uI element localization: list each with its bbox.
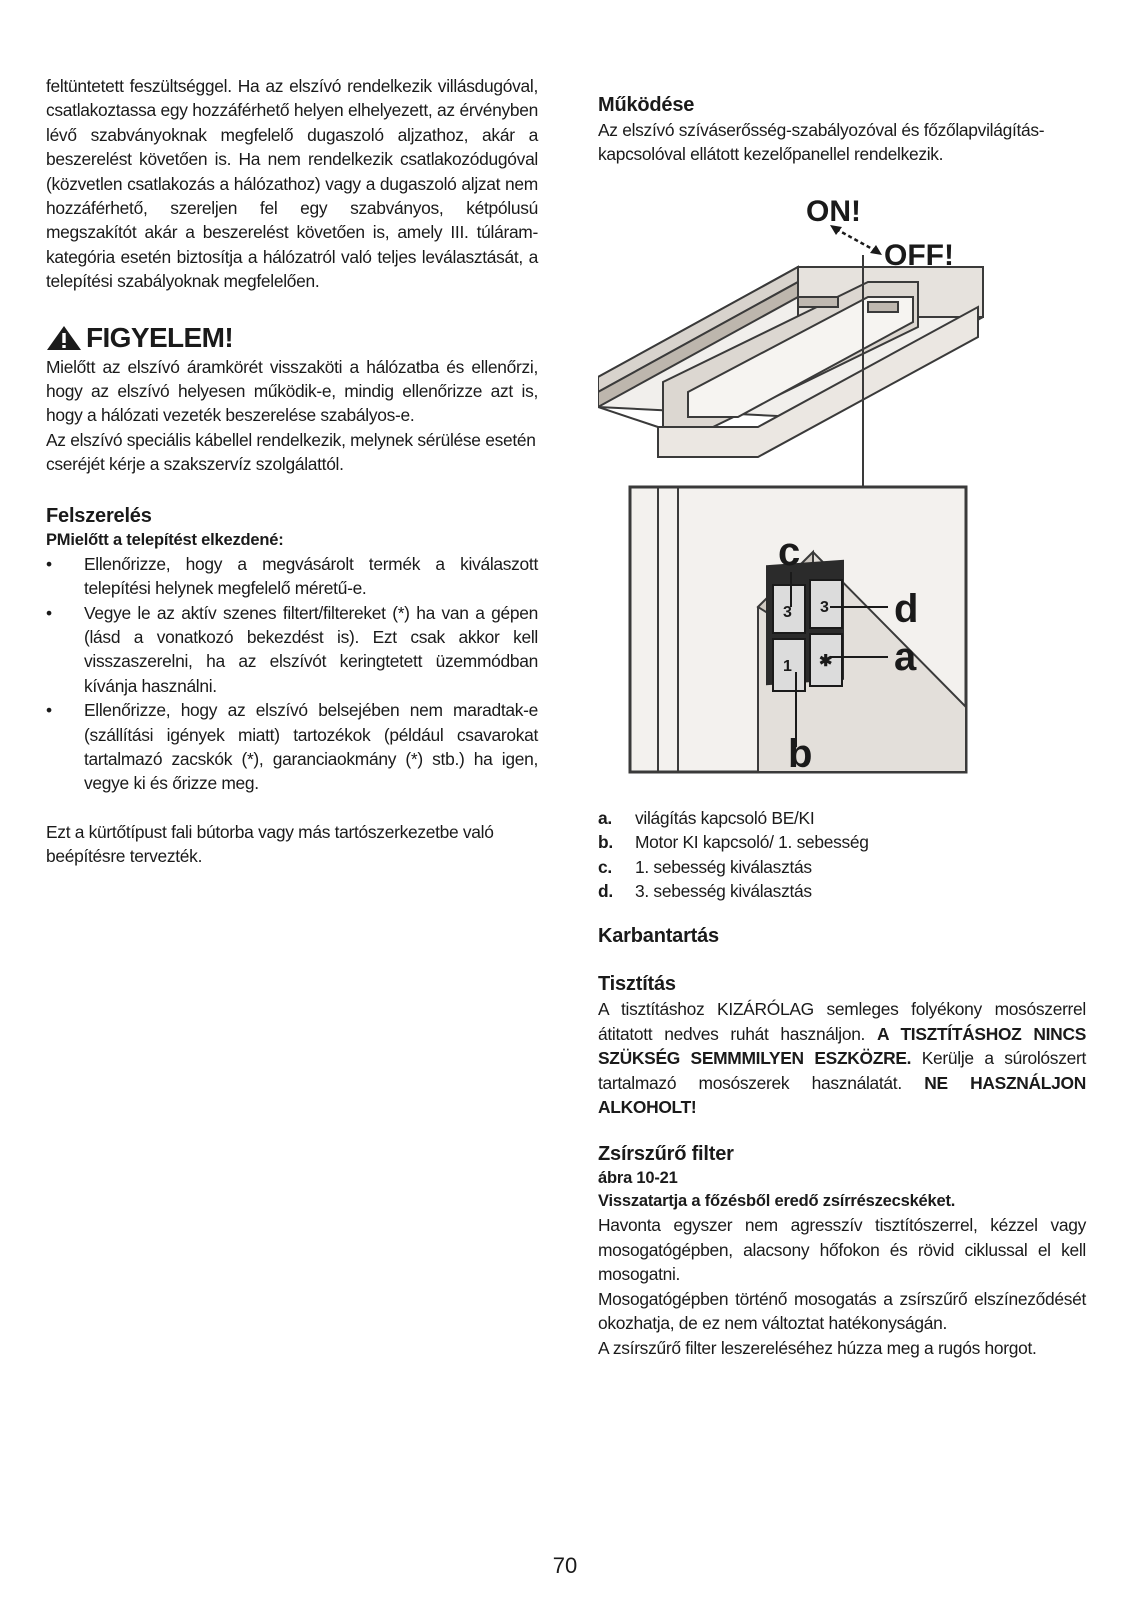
warning-paragraph-2: Az elszívó speciális kábellel rendelkezik, melynek sérülése esetén cseréjét kérje a szakszervíz szolgálattól. xyxy=(46,429,536,475)
operation-heading: Működése xyxy=(598,94,695,116)
warning-title: FIGYELEM! xyxy=(86,321,234,353)
callout-a: a xyxy=(894,634,917,679)
install-subheading: PMielőtt a telepítést elkezdené: xyxy=(46,530,284,549)
control-panel-figure xyxy=(598,187,998,777)
page-number: 70 xyxy=(552,1553,578,1578)
warning-heading xyxy=(46,321,538,355)
closing-paragraph: Ezt a kürtőtípust fali bútorba vagy más tartószerkezetbe való beépítésre tervezték. xyxy=(46,821,494,867)
warning-triangle-icon xyxy=(46,325,82,351)
list-item: • Ellenőrizze, hogy a megvásárolt termék a kiválaszott telepítési helynek megfelelő méretű-e. xyxy=(46,553,538,599)
warning-paragraph-1: Mielőtt az elszívó áramkörét visszaköti a hálózatba és ellenőrzi, hogy az elszívó helyesen működik-e, mindig ellenőrizze azt is, hogy a hálózati vezeték beszerelése szabályos-e. xyxy=(46,356,538,426)
list-item: d. 3. sebesség kiválasztás xyxy=(598,881,812,902)
figure-legend xyxy=(598,806,1086,904)
hood-drawing xyxy=(598,255,983,487)
list-item: c. 1. sebesség kiválasztás xyxy=(598,856,812,877)
list-item: b. Motor KI kapcsoló/ 1. sebesség xyxy=(598,832,869,853)
list-item: • Ellenőrizze, hogy az elszívó belsejében nem maradtak-e (szállítási igények miatt) tartozékok (például csavarokat tartalmazó zacskók (*), garanciaokmány (*) stb.) ha igen, vegye ki és őrizze meg. xyxy=(46,700,538,794)
filter-paragraph-1: Havonta egyszer nem agresszív tisztítószerrel, kézzel vagy mosogatógépben, alacsony hőfokon és rövid ciklussal el kell mosogatni. xyxy=(598,1215,1086,1285)
on-label: ON! xyxy=(806,194,861,228)
operation-paragraph: Az elszívó szíváserősség-szabályozóval és főzőlapvilágítás-kapcsolóval ellátott kezelőpanellel rendelkezik. xyxy=(598,120,1045,165)
install-heading: Felszerelés xyxy=(46,504,152,527)
filter-paragraph-3: A zsírszűrő filter leszereléséhez húzza meg a rugós horgot. xyxy=(598,1337,1037,1358)
intro-paragraph: feltüntetett feszültséggel. Ha az elszívó rendelkezik villásdugóval, csatlakoztassa egy hozzáférhető helyen elhelyezett, az érvényben lévő szabványoknak megfelelő dugaszoló aljzathoz, akár a beszerelést követően is. Ha nem rendelkezik csatlakozódugóval (közvetlen csatlakozás a hálózathoz) vagy a dugaszoló aljzat nem hozzáférhető, szereljen fel egy szabványos, kétpólusú megszakítót akár a beszerelést követően is, amely III. túláram-kategória esetén biztosítja a hálózatról való teljes leválasztását, a telepítési szabályoknak megfelelően. xyxy=(46,76,538,292)
bullet-mark: • xyxy=(46,700,52,721)
filter-paragraph-2: Mosogatógépben történő mosogatás a zsírszűrő elszíneződését okozhatja, de ez nem változtat hatékonyságán. xyxy=(598,1288,1086,1334)
button-glyph: ✱ xyxy=(819,652,833,670)
list-item: a. világítás kapcsoló BE/KI xyxy=(598,807,815,828)
callout-c: c xyxy=(778,529,801,574)
cleaning-paragraph: A tisztításhoz KIZÁRÓLAG semleges folyékony mosószerrel átitatott nedves ruhát használjon. A TISZTÍTÁSHOZ NINCS SZÜKSÉG SEMMMILYEN ESZKÖZRE. Kerülje a súrolószert tartalmazó mosószerek használatát. NE HASZNÁLJON ALKOHOLT! xyxy=(598,999,1086,1118)
button-glyph: 3 xyxy=(820,598,829,616)
button-glyph: 3 xyxy=(783,603,792,621)
right-column xyxy=(598,92,1086,1360)
callout-b: b xyxy=(788,731,813,776)
cleaning-heading: Tisztítás xyxy=(598,973,676,996)
left-column xyxy=(46,74,538,869)
on-off-arrow xyxy=(830,225,882,255)
list-item: • Vegye le az aktív szenes filtert/filtereket (*) ha van a gépen (lásd a vonatkozó bekezdést is). Ezt csak akkor kell visszaszerelni, ha az elszívót keringtetett üzemmódban kívánja használni. xyxy=(46,602,538,696)
install-checklist xyxy=(46,552,538,796)
off-label: OFF! xyxy=(884,238,954,272)
filter-figure-ref: ábra 10-21 xyxy=(598,1169,678,1188)
button-glyph: 1 xyxy=(783,657,792,675)
maintenance-heading: Karbantartás xyxy=(598,925,719,948)
filter-heading: Zsírszűrő filter xyxy=(598,1143,734,1166)
filter-subheading: Visszatartja a főzésből eredő zsírrészecskéket. xyxy=(598,1192,956,1211)
callout-d: d xyxy=(894,586,919,631)
bullet-mark: • xyxy=(46,602,52,623)
bullet-mark: • xyxy=(46,553,52,574)
